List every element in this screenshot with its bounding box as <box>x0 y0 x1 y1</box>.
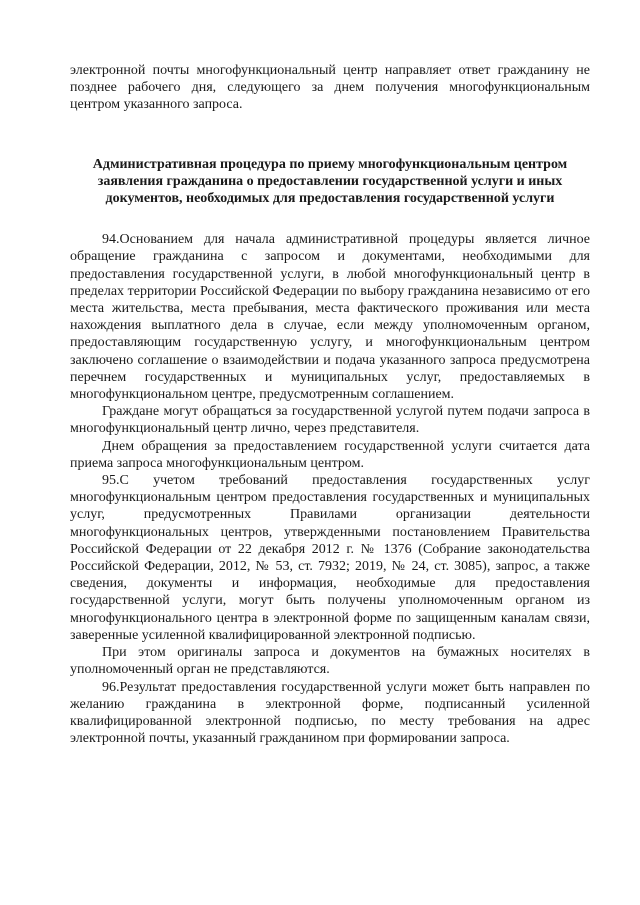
section-heading: Административная процедура по приему многофункциональным центром заявления гражданина о предоставлении государственной услуги и иных документов, необходимых для предоставления государственной услуги <box>92 156 568 207</box>
paragraph-94: 94.Основанием для начала административной процедуры является личное обращение гражданина с запросом и документами, необходимыми для предоставления государственной услуги, в любой многофункциональный центр в пределах территории Российской Федерации по выбору гражданина независимо от его места жительства, места пребывания, места фактического проживания или места нахождения выплатного дела в случае, если между уполномоченным органом, предоставляющим государственную услугу, и многофункциональным центром заключено соглашение о взаимодействии и подача указанного запроса предусмотрена перечнем государственных и муниципальных услуг, предоставляемых в многофункциональном центре, предусмотренным соглашением. <box>70 232 590 403</box>
document-body <box>70 62 590 747</box>
paragraph-96: 96.Результат предоставления государственной услуги может быть направлен по желанию гражданина в электронной форме, подписанный усиленной квалифицированной электронной подписью, по месту требования на адрес электронной почты, указанный гражданином при формировании запроса. <box>70 679 590 747</box>
paragraph-application-date: Днем обращения за предоставлением государственной услуги считается дата приема запроса многофункциональным центром. <box>70 438 590 471</box>
paragraph-95: 95.С учетом требований предоставления государственных услуг многофункциональным центром предоставления государственных и муниципальных услуг, предусмотренных Правилами организации деятельности многофункциональных центров, утвержденными постановлением Правительства Российской Федерации от 22 декабря 2012 г. № 1376 (Собрание законодательства Российской Федерации, 2012, № 53, ст. 7932; 2019, № 24, ст. 3085), запрос, а также сведения, документы и информация, необходимые для предоставления государственной услуги, могут быть получены уполномоченным органом из многофункционального центра в электронной форме по защищенным каналам связи, заверенные усиленной квалифицированной электронной подписью. <box>70 473 590 643</box>
paragraph-citizens-apply: Граждане могут обращаться за государственной услугой путем подачи запроса в многофункциональный центр лично, через представителя. <box>70 404 590 437</box>
intro-paragraph: электронной почты многофункциональный центр направляет ответ гражданину не позднее рабочего дня, следующего за днем получения многофункциональным центром указанного запроса. <box>70 63 590 113</box>
paragraph-originals: При этом оригиналы запроса и документов на бумажных носителях в уполномоченный орган не представляются. <box>70 645 590 678</box>
